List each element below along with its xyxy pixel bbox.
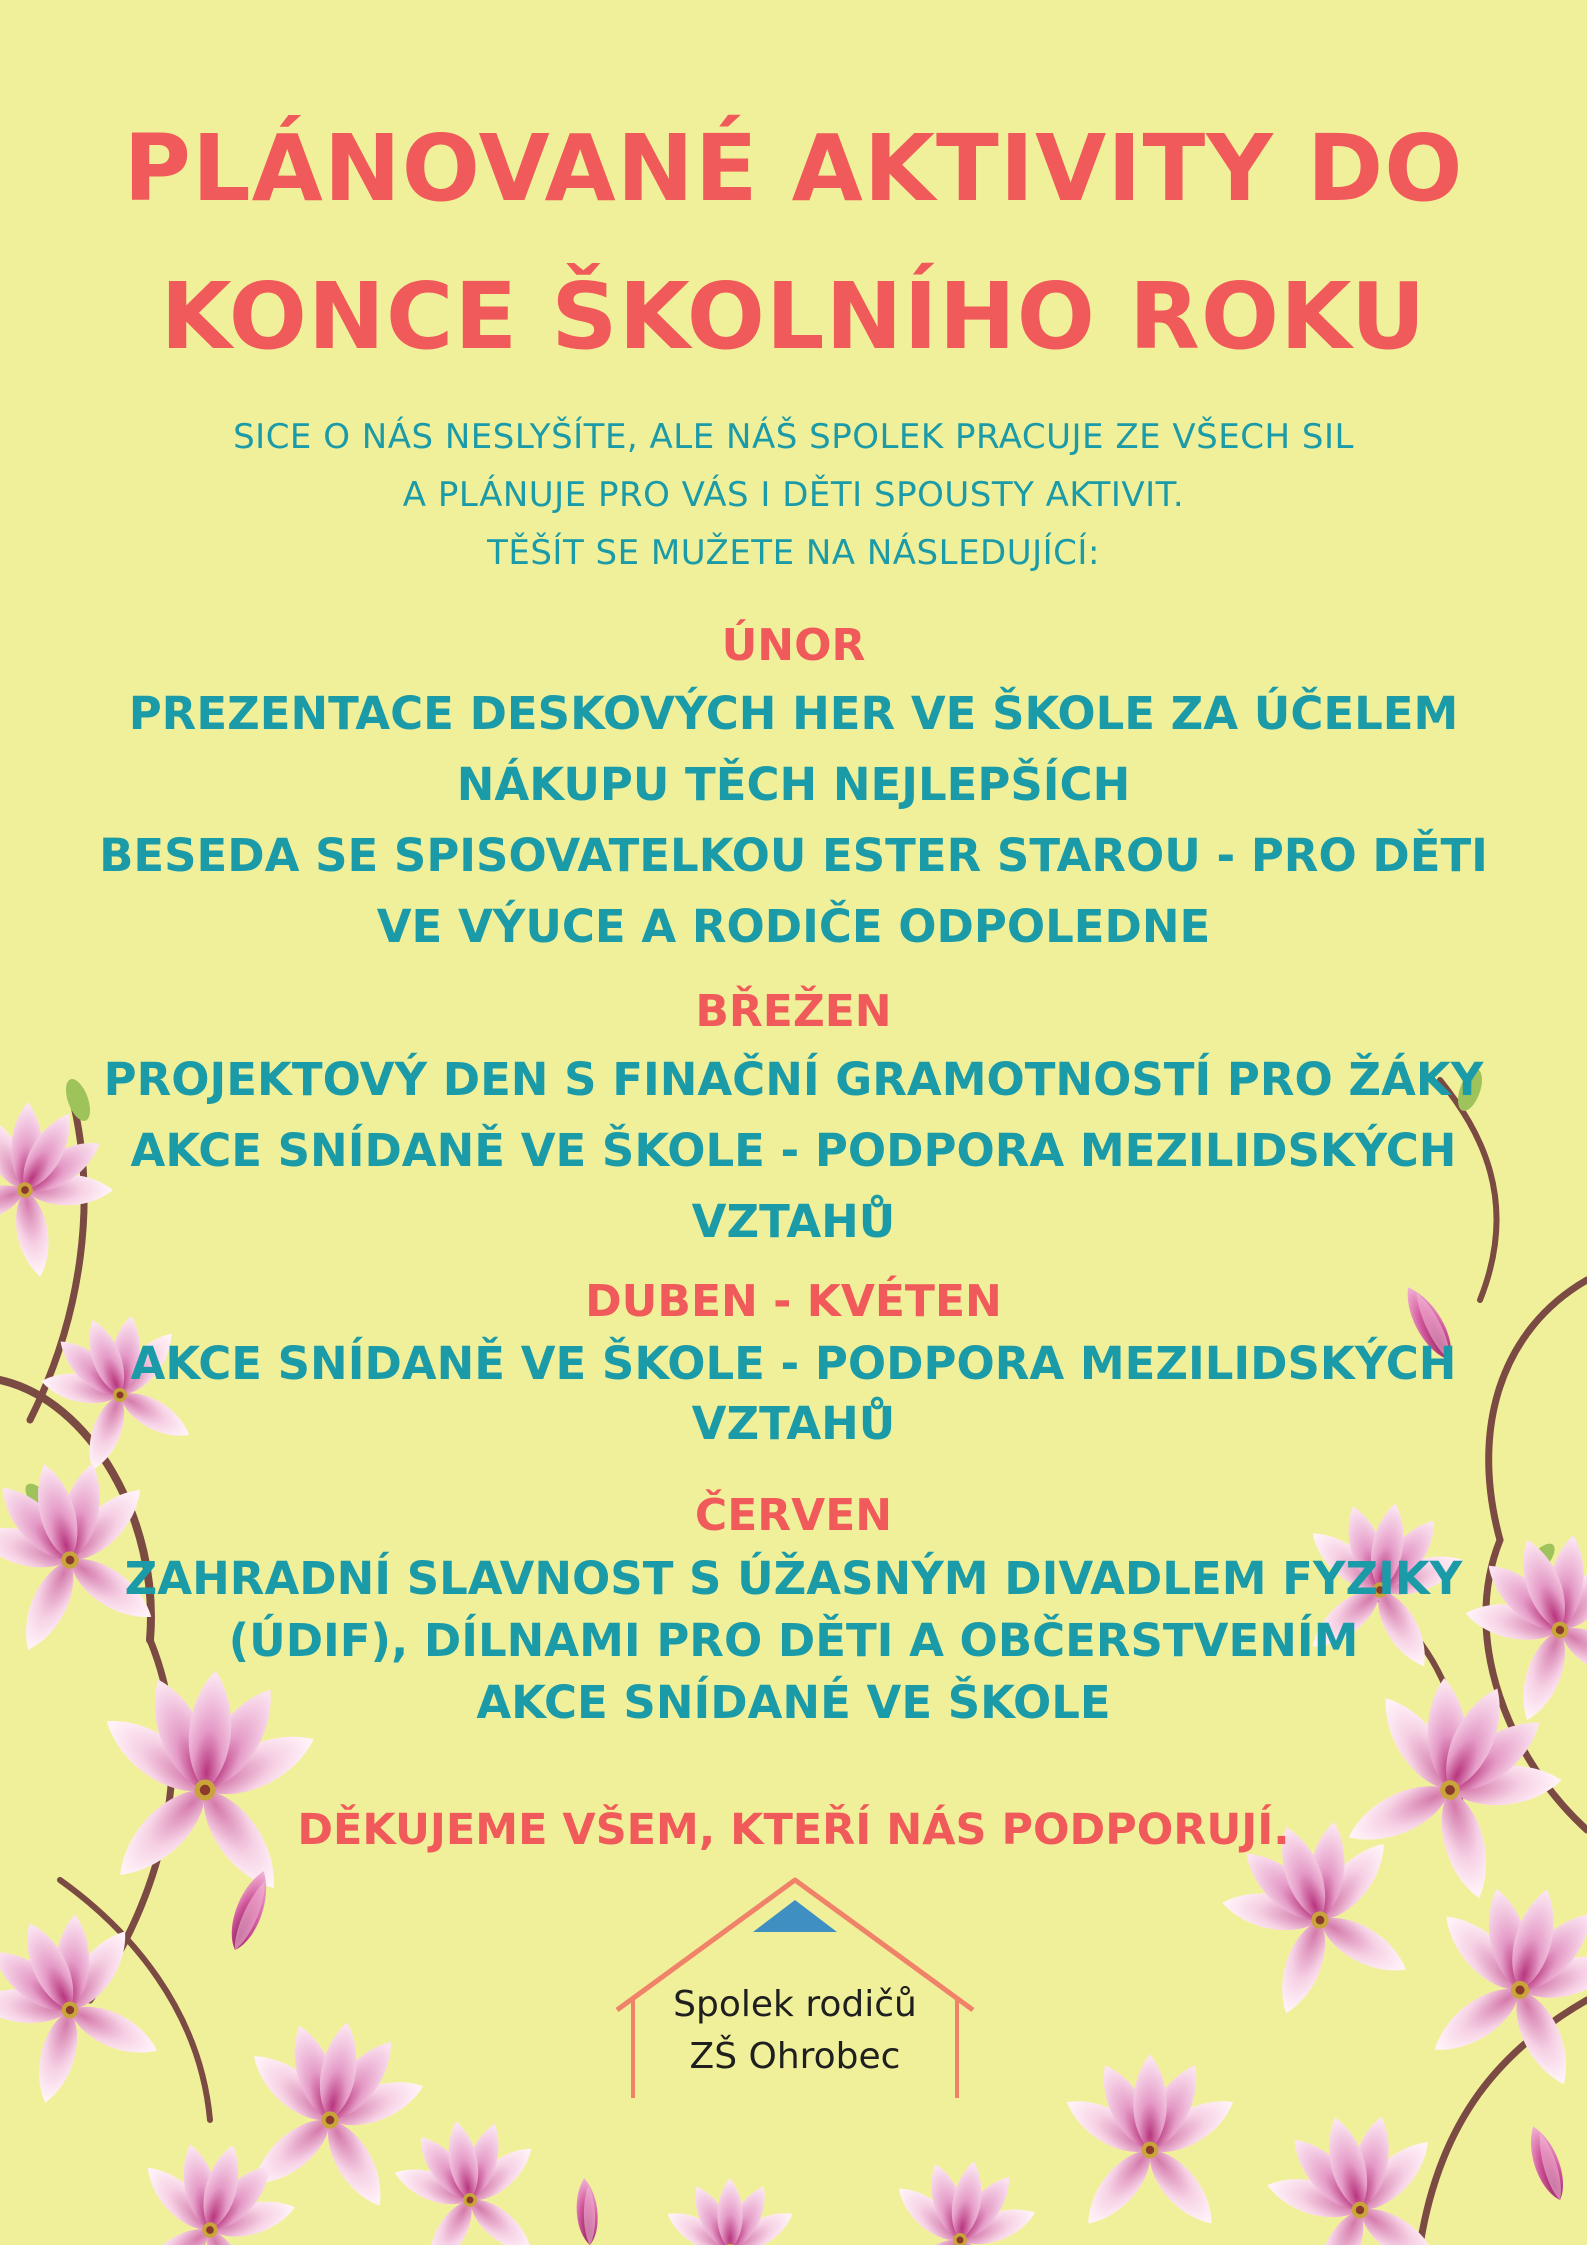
month-heading: BŘEŽEN [695,986,892,1037]
activity-line: ZAHRADNÍ SLAVNOST S ÚŽASNÝM DIVADLEM FYZIKY [124,1552,1463,1605]
month-heading: ČERVEN [694,1490,893,1541]
section-duben-kveten [60,1270,1527,1454]
activity-line: VZTAHŮ [691,1397,896,1450]
title-line: KONCE ŠKOLNÍHO ROKU [160,263,1427,370]
intro-text [60,408,1527,582]
logo-text: Spolek rodičů [673,1984,917,2025]
intro-line: SICE O NÁS NESLYŠÍTE, ALE NÁŠ SPOLEK PRACUJE ZE VŠECH SIL [233,417,1354,457]
activity-line: VZTAHŮ [691,1195,896,1248]
activity-line: NÁKUPU TĚCH NEJLEPŠÍCH [456,758,1131,811]
section-unor [60,614,1527,962]
section-brezen [60,980,1527,1257]
logo [605,1870,985,2102]
activity-line: AKCE SNÍDANĚ VE ŠKOLE - PODPORA MEZILIDSKÝCH [130,1337,1457,1390]
activity-line: VE VÝUCE A RODIČE ODPOLEDNE [376,900,1211,953]
month-heading: ÚNOR [721,620,866,671]
section-cerven [60,1484,1527,1734]
logo-text: ZŠ Ohrobec [689,2036,901,2077]
activity-line: AKCE SNÍDANĚ VE ŠKOLE - PODPORA MEZILIDSKÝCH [130,1124,1457,1177]
activity-line: (ÚDIF), DÍLNAMI PRO DĚTI A OBČERSTVENÍM [228,1614,1359,1667]
activity-line: AKCE SNÍDANÉ VE ŠKOLE [476,1676,1111,1729]
poster-title [60,95,1527,391]
intro-line: A PLÁNUJE PRO VÁS I DĚTI SPOUSTY AKTIVIT. [402,475,1185,515]
activity-line: PROJEKTOVÝ DEN S FINAČNÍ GRAMOTNOSTÍ PRO ŽÁKY [103,1053,1484,1106]
thanks-text: DĚKUJEME VŠEM, KTEŘÍ NÁS PODPORUJÍ. [297,1805,1290,1855]
activity-line: BESEDA SE SPISOVATELKOU ESTER STAROU - PRO DĚTI [99,829,1488,882]
title-line: PLÁNOVANÉ AKTIVITY DO [123,115,1464,222]
month-heading: DUBEN - KVÉTEN [585,1276,1002,1327]
intro-line: TĚŠÍT SE MUŽETE NA NÁSLEDUJÍCÍ: [487,533,1100,573]
activity-line: PREZENTACE DESKOVÝCH HER VE ŠKOLE ZA ÚČELEM [128,687,1459,740]
